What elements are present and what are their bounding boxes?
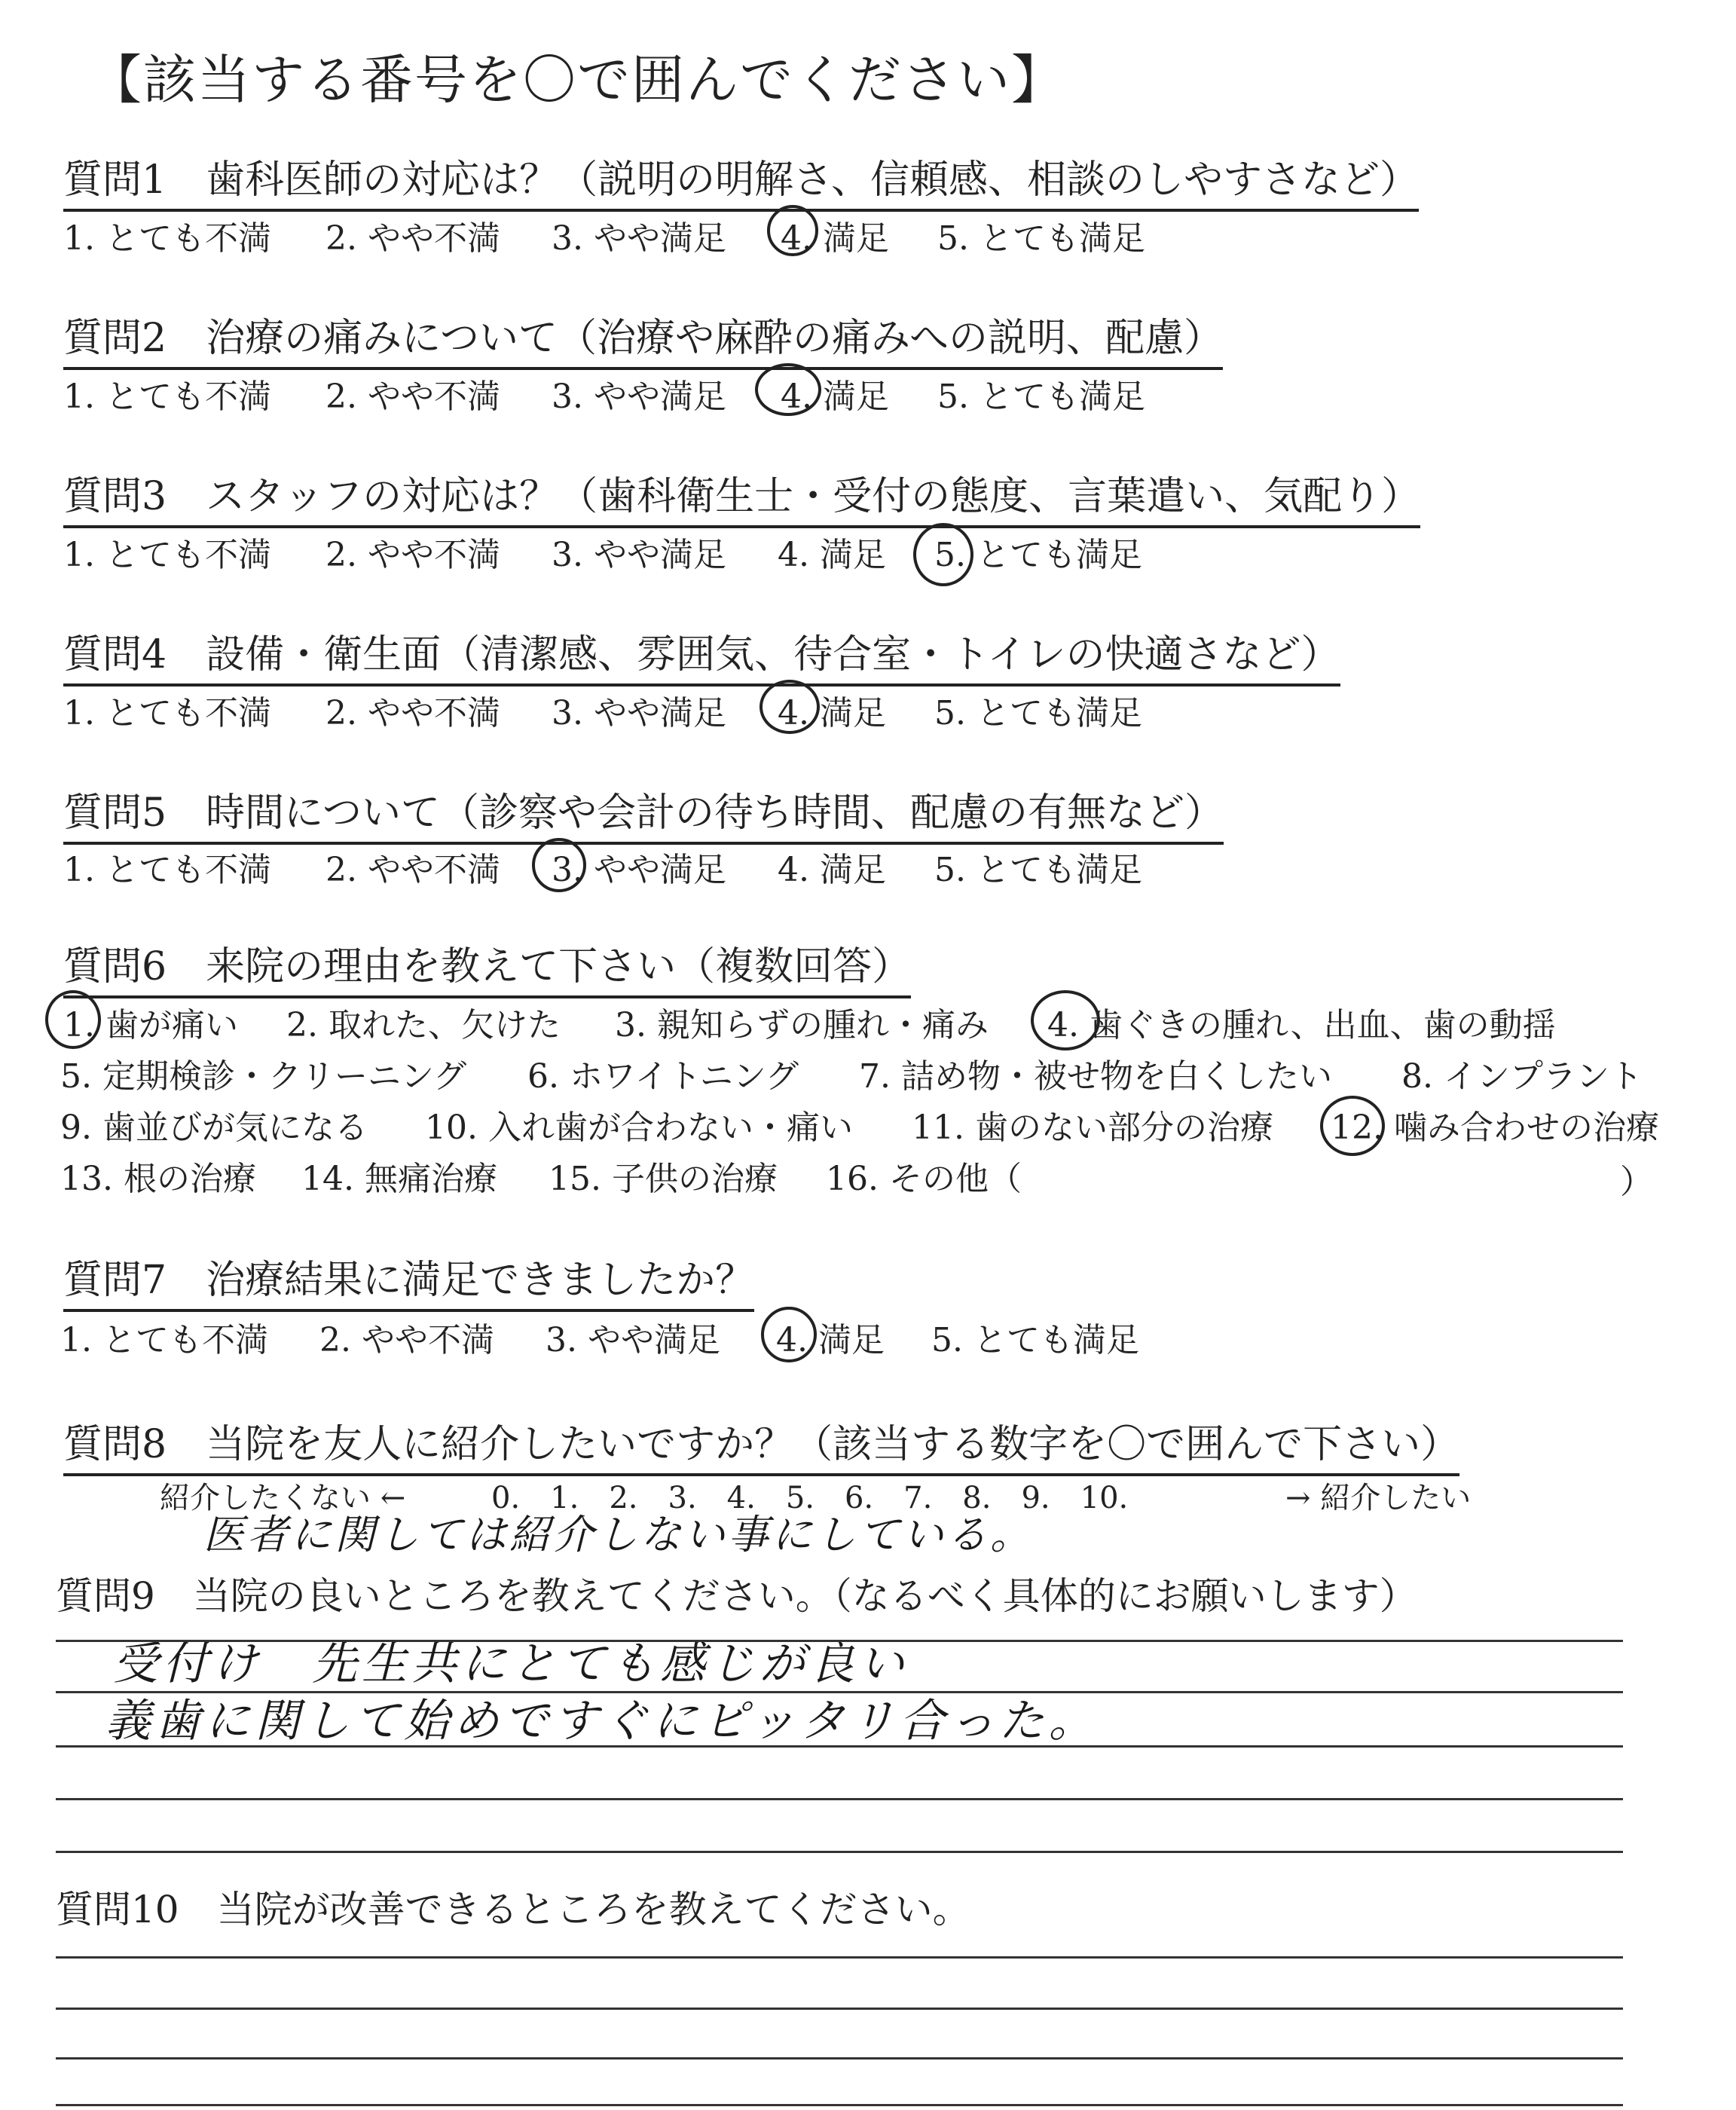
q10-answer-line — [56, 2104, 1623, 2106]
q3-selection-circle — [913, 523, 973, 586]
q3-option-4[interactable]: 4. 満足 — [778, 536, 886, 574]
question-1-title: 質問1 歯科医師の対応は？（説明の明解さ、信頼感、相談のしやすさなど） — [63, 148, 1419, 212]
q3-option-3[interactable]: 3. やや満足 — [552, 536, 726, 574]
question-5-title: 質問5 時間について（診察や会計の待ち時間、配慮の有無など） — [63, 781, 1224, 845]
q6-option-10[interactable]: 10. 入れ歯が合わない・痛い — [425, 1109, 853, 1147]
question-9-title: 質問9 当院の良いところを教えてください。（なるべく具体的にお願いします） — [56, 1574, 1417, 1618]
q6-option-15[interactable]: 15. 子供の治療 — [549, 1160, 778, 1198]
q6-option-13[interactable]: 13. 根の治療 — [60, 1160, 256, 1198]
q9-answer-line — [56, 1798, 1623, 1800]
q6-option-16[interactable]: 16. その他（ — [826, 1160, 1022, 1198]
q5-option-2[interactable]: 2. やや不満 — [326, 851, 500, 889]
q4-option-1[interactable]: 1. とても不満 — [63, 694, 271, 732]
q1-option-1[interactable]: 1. とても不満 — [63, 219, 271, 258]
q6-option-7[interactable]: 7. 詰め物・被せ物を白くしたい — [859, 1057, 1332, 1096]
page-header: 【該当する番号を〇で囲んでください】 — [89, 49, 1065, 111]
question-10-title: 質問10 当院が改善できるところを教えてください。 — [56, 1888, 970, 1931]
q7-option-3[interactable]: 3. やや満足 — [546, 1321, 720, 1359]
question-6-title: 質問6 来院の理由を教えて下さい（複数回答） — [63, 934, 911, 998]
q9-answer-line — [56, 1851, 1623, 1853]
q9-answer-line — [56, 1640, 1623, 1642]
q7-selection-circle — [761, 1307, 817, 1362]
q6-option-3[interactable]: 3. 親知らずの腫れ・痛み — [615, 1006, 989, 1044]
q6-option-2[interactable]: 2. 取れた、欠けた — [286, 1006, 561, 1044]
q6-option-14[interactable]: 14. 無痛治療 — [301, 1160, 497, 1198]
q5-option-5[interactable]: 5. とても満足 — [934, 851, 1142, 889]
q1-option-4[interactable]: 4. 満足 — [781, 219, 889, 258]
q2-selection-circle — [755, 363, 821, 416]
q10-answer-line — [56, 2008, 1623, 2010]
question-8-title: 質問8 当院を友人に紹介したいですか？（該当する数字を〇で囲んで下さい） — [63, 1412, 1459, 1476]
q2-option-4[interactable]: 4. 満足 — [781, 378, 889, 416]
q4-selection-circle — [760, 680, 820, 734]
q5-option-4[interactable]: 4. 満足 — [778, 851, 886, 889]
q6-option-6[interactable]: 6. ホワイトニング — [527, 1057, 799, 1096]
q2-option-3[interactable]: 3. やや満足 — [552, 378, 726, 416]
q4-option-5[interactable]: 5. とても満足 — [934, 694, 1142, 732]
question-3-title: 質問3 スタッフの対応は？（歯科衛生士・受付の態度、言葉遣い、気配り） — [63, 464, 1420, 528]
q3-option-5[interactable]: 5. とても満足 — [934, 536, 1142, 574]
q9-answer-line — [56, 1691, 1623, 1693]
q6-option-5[interactable]: 5. 定期検診・クリーニング — [60, 1057, 467, 1096]
q1-option-2[interactable]: 2. やや不満 — [326, 219, 500, 258]
q6-option-9[interactable]: 9. 歯並びが気になる — [60, 1109, 368, 1147]
q8-scale-left-label: 紹介したくない ← — [160, 1481, 406, 1515]
q9-handwritten-line-1: 受付け 先生共にとても感じが良い — [113, 1638, 909, 1690]
q7-option-5[interactable]: 5. とても満足 — [931, 1321, 1139, 1359]
q6-selection-circle-12 — [1320, 1096, 1385, 1156]
q6-selection-circle-1 — [45, 990, 101, 1049]
q3-option-2[interactable]: 2. やや不満 — [326, 536, 500, 574]
q9-handwritten-line-2: 義歯に関して始めですぐにピッタリ合った。 — [105, 1695, 1099, 1748]
q2-option-5[interactable]: 5. とても満足 — [937, 378, 1145, 416]
q1-option-3[interactable]: 3. やや満足 — [552, 219, 726, 258]
q5-selection-circle — [532, 838, 586, 892]
q4-option-3[interactable]: 3. やや満足 — [552, 694, 726, 732]
q5-option-1[interactable]: 1. とても不満 — [63, 851, 271, 889]
question-4-title: 質問4 設備・衛生面（清潔感、雰囲気、待合室・トイレの快適さなど） — [63, 622, 1340, 687]
q10-answer-line — [56, 2057, 1623, 2060]
q5-option-3[interactable]: 3. やや満足 — [552, 851, 726, 889]
q8-handwritten-comment: 医者に関しては紹介しない事にしている。 — [203, 1511, 1034, 1558]
question-7-title: 質問7 治療結果に満足できましたか？ — [63, 1248, 754, 1312]
q6-option-8[interactable]: 8. インプラント — [1401, 1057, 1643, 1096]
question-2-title: 質問2 治療の痛みについて（治療や麻酔の痛みへの説明、配慮） — [63, 306, 1223, 370]
q8-scale-numbers[interactable]: 0. 1. 2. 3. 4. 5. 6. 7. 8. 9. 10. — [491, 1481, 1129, 1515]
q6-option-12[interactable]: 12. 噛み合わせの治療 — [1331, 1109, 1659, 1147]
q1-option-5[interactable]: 5. とても満足 — [937, 219, 1145, 258]
q8-scale-right-label: → 紹介したい — [1285, 1481, 1472, 1515]
q6-option-16-close: ） — [1620, 1163, 1653, 1201]
q10-answer-line — [56, 1956, 1623, 1959]
q1-selection-circle — [767, 205, 818, 256]
q6-option-11[interactable]: 11. 歯のない部分の治療 — [912, 1109, 1273, 1147]
q3-option-1[interactable]: 1. とても不満 — [63, 536, 271, 574]
q6-option-4[interactable]: 4. 歯ぐきの腫れ、出血、歯の動揺 — [1047, 1006, 1556, 1044]
q6-selection-circle-4 — [1031, 990, 1100, 1050]
q4-option-4[interactable]: 4. 満足 — [778, 694, 886, 732]
q2-option-2[interactable]: 2. やや不満 — [326, 378, 500, 416]
q6-option-1[interactable]: 1. 歯が痛い — [63, 1006, 238, 1044]
q2-option-1[interactable]: 1. とても不満 — [63, 378, 271, 416]
q4-option-2[interactable]: 2. やや不満 — [326, 694, 500, 732]
q7-option-1[interactable]: 1. とても不満 — [60, 1321, 268, 1359]
q7-option-2[interactable]: 2. やや不満 — [319, 1321, 494, 1359]
q9-answer-line — [56, 1745, 1623, 1748]
q7-option-4[interactable]: 4. 満足 — [776, 1321, 885, 1359]
